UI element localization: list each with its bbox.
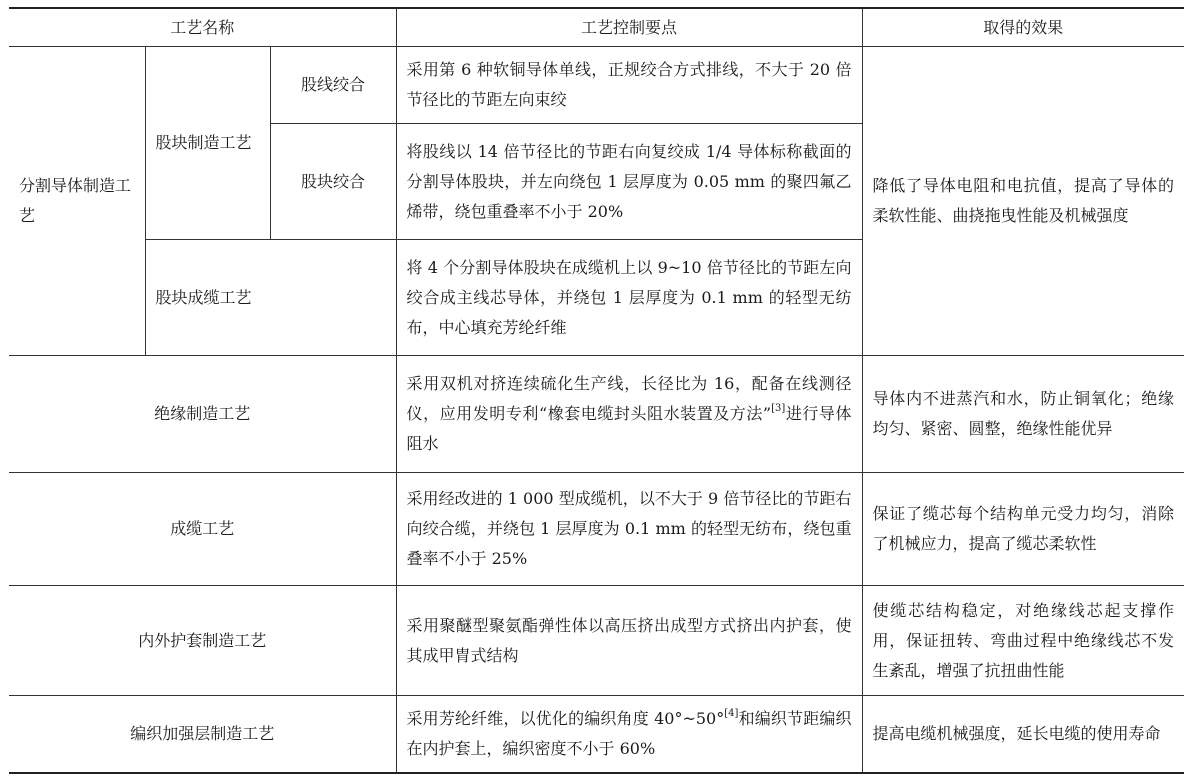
split-conductor-effect: 降低了导体电阻和电抗值，提高了导体的柔软性能、曲挠拖曳性能及机械强度: [862, 47, 1184, 356]
header-control-points: 工艺控制要点: [396, 8, 862, 47]
header-effect: 取得的效果: [862, 8, 1184, 47]
table-row: [9, 586, 1184, 696]
insulation-name: 绝缘制造工艺: [9, 356, 396, 473]
insulation-effect: 导体内不进蒸汽和水，防止铜氧化；绝缘均匀、紧密、圆整，绝缘性能优异: [862, 356, 1184, 473]
block-twist-control: 将股线以 14 倍节径比的节距右向复绞成 1/4 导体标称截面的分割导体股块，并左向绕包 1 层厚度为 0.05 mm 的聚四氟乙烯带，绕包重叠率不小于 20%: [396, 124, 862, 240]
process-table-wrapper: [9, 7, 1184, 774]
cabling-name: 成缆工艺: [9, 473, 396, 586]
table-row: [9, 47, 1184, 124]
table-row: [9, 473, 1184, 586]
cabling-control: 采用经改进的 1 000 型成缆机，以不大于 9 倍节径比的节距右向绞合缆，并绕包 1 层厚度为 0.1 mm 的轻型无纺布，绕包重叠率不小于 25%: [396, 473, 862, 586]
block-twist-name: 股块绞合: [270, 124, 396, 240]
insulation-reference: [3]: [771, 403, 786, 414]
table-row: [9, 696, 1184, 773]
process-table: [9, 7, 1184, 774]
braid-control-text: 采用芳纶纤维，以优化的编织角度 40°~50°: [406, 708, 725, 728]
braid-reference: [4]: [724, 707, 739, 719]
insulation-control-text: 采用双机对挤连续硫化生产线，长径比为 16，配备在线测径仪，应用发明专利“橡套电缆封头阻水装置及方法”: [406, 374, 852, 423]
header-process-name: 工艺名称: [9, 8, 396, 47]
sheath-effect: 使缆芯结构稳定，对绝缘线芯起支撑作用，保证扭转、弯曲过程中绝缘线芯不发生紊乱，增强了抗扭曲性能: [862, 586, 1184, 696]
split-conductor-name: 分割导体制造工艺: [9, 47, 145, 356]
strand-twist-control: 采用第 6 种软铜导体单线，正规绞合方式排线，不大于 20 倍节径比的节距左向束绞: [396, 47, 862, 124]
braid-control: [396, 696, 862, 773]
braid-name: 编织加强层制造工艺: [9, 696, 396, 773]
header-row: [9, 8, 1184, 47]
table-row: [9, 356, 1184, 473]
braid-effect: 提高电缆机械强度，延长电缆的使用寿命: [862, 696, 1184, 773]
sheath-name: 内外护套制造工艺: [9, 586, 396, 696]
block-cabling-name: 股块成缆工艺: [145, 240, 396, 356]
sheath-control: 采用聚醚型聚氨酯弹性体以高压挤出成型方式挤出内护套，使其成甲胄式结构: [396, 586, 862, 696]
block-cabling-control: 将 4 个分割导体股块在成缆机上以 9~10 倍节径比的节距左向绞合成主线芯导体，并绕包 1 层厚度为 0.1 mm 的轻型无纺布，中心填充芳纶纤维: [396, 240, 862, 356]
strand-twist-name: 股线绞合: [270, 47, 396, 124]
cabling-effect: 保证了缆芯每个结构单元受力均匀，消除了机械应力，提高了缆芯柔软性: [862, 473, 1184, 586]
insulation-control-tail: 进行导体阻水: [406, 404, 852, 453]
insulation-control: [396, 356, 862, 473]
braid-control-tail: 和编织节距编织在内护套上，编织密度不小于 60%: [406, 708, 852, 758]
strand-block-name: 股块制造工艺: [145, 47, 270, 240]
